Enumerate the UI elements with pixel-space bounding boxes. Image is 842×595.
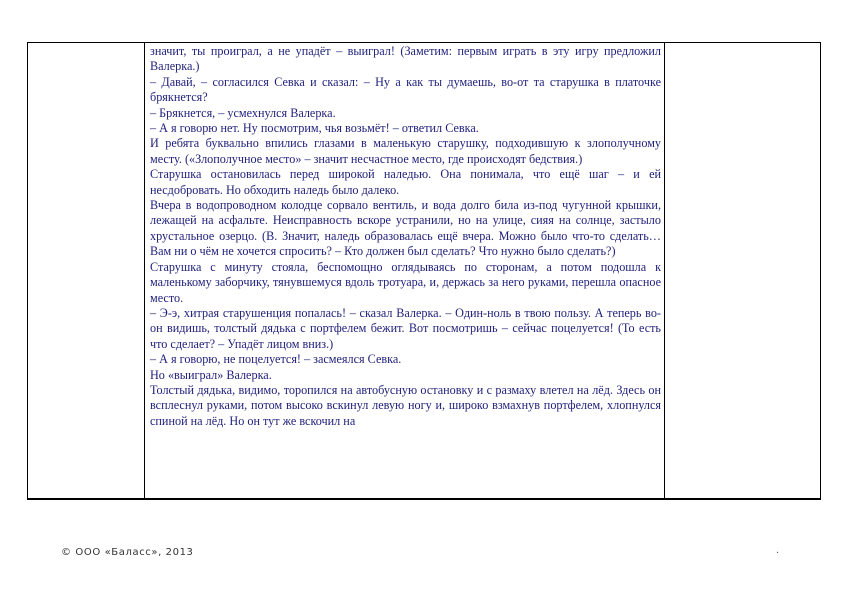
story-paragraph: Толстый дядька, видимо, торопился на автобусную остановку и с размаху влетел на лёд. Здесь он всплеснул руками, потом высоко вскинул левую ногу и, широко взмахнув портфелем, хлопнулся спиной на лёд. Но он тут же вскочил на (150, 382, 661, 428)
story-paragraph: Но «выиграл» Валерка. (150, 367, 272, 382)
story-paragraph: И ребята буквально впились глазами в маленькую старушку, подходившую к злополучному месту. («Злополучное место» – значит несчастное место, где происходят бедствия.) (150, 136, 661, 166)
story-paragraph: Вчера в водопроводном колодце сорвало вентиль, и вода долго била из-под чугунной крышки, лежащей на асфальте. Неисправность вскоре устранили, но на улице, сияя на солнце, застыло хрустальное озерцо. (В. Значит, наледь образовалась ещё вчера. Можно было что-то сделать… Вам ни о чём не хочется спросить? – Кто должен был сделать? Что нужно было сделать?) (150, 198, 661, 259)
story-paragraph: Старушка с минуту стояла, беспомощно оглядываясь по сторонам, а потом подошла к маленькому заборчику, тянувшемуся вдоль тротуара, и, держась за него руками, перешла опасное место. (150, 259, 661, 305)
story-paragraph: Старушка остановилась перед широкой наледью. Она понимала, что ещё шаг – и ей несдобровать. Но обходить наледь было далеко. (150, 167, 661, 197)
table-column-left (28, 43, 145, 498)
table-column-right (665, 43, 820, 498)
story-paragraph: – Давай, – согласился Севка и сказал: – Ну а как ты думаешь, во-от та старушка в платочке брякнется? (150, 74, 661, 105)
table-column-text (145, 43, 665, 498)
story-paragraph: значит, ты проиграл, а не упадёт – выиграл! (Заметим: первым играть в эту игру предложил Валерка.) (150, 44, 661, 74)
text-table (27, 42, 821, 500)
story-paragraph: – А я говорю, не поцелуется! – засмеялся Севка. (150, 352, 402, 367)
story-paragraph: – А я говорю нет. Ну посмотрим, чья возьмёт! – ответил Севка. (150, 121, 479, 136)
copyright-footer: © ООО «Баласс», 2013 (61, 547, 194, 558)
footer-dot: . (776, 545, 780, 556)
story-paragraph: – Э-э, хитрая старушенция попалась! – сказал Валерка. – Один-ноль в твою пользу. А теперь во-он видишь, толстый дядька с портфелем бежит. Вот посмотришь – сейчас поцелуется! (То есть что сделает? – Упадёт лицом вниз.) (150, 305, 661, 351)
story-paragraph: – Брякнется, – усмехнулся Валерка. (150, 105, 336, 120)
